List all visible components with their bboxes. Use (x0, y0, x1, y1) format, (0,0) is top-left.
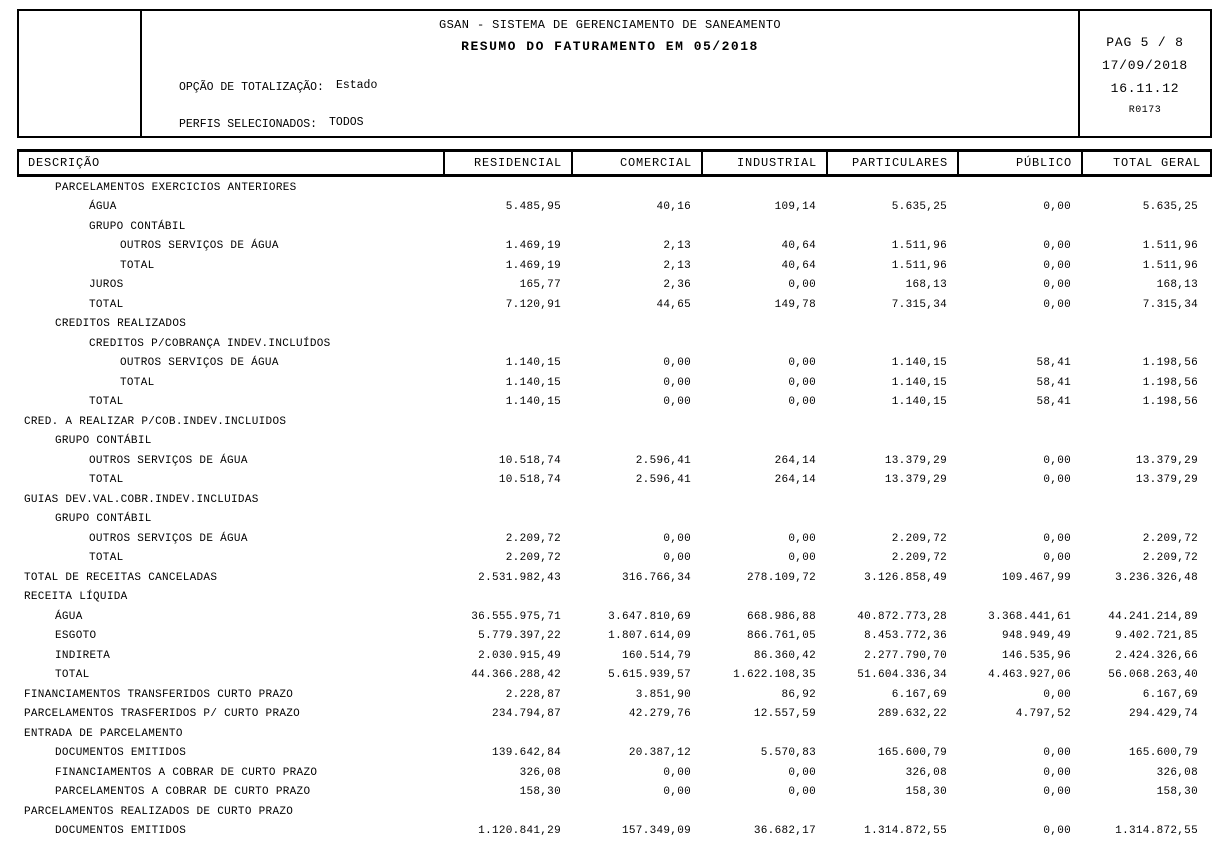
table-row (17, 315, 1212, 335)
row-label: TOTAL (120, 259, 155, 272)
table-row (17, 295, 1212, 315)
cell-value: 2.030.915,49 (478, 649, 561, 662)
row-label: RECEITA LÍQUIDA (24, 591, 128, 604)
row-label: DOCUMENTOS EMITIDOS (55, 747, 187, 760)
column-header-industrial: INDUSTRIAL (703, 152, 828, 174)
cell-value: 0,00 (663, 376, 691, 389)
cell-value: 0,00 (1043, 454, 1071, 467)
cell-value: 0,00 (788, 552, 816, 565)
cell-value: 0,00 (663, 786, 691, 799)
cell-value: 1.511,96 (1142, 240, 1198, 253)
cell-value: 158,30 (905, 786, 947, 799)
cell-value: 234.794,87 (491, 708, 561, 721)
table-row (17, 802, 1212, 822)
cell-value: 158,30 (519, 786, 561, 799)
cell-value: 2,36 (663, 279, 691, 292)
cell-value: 5.485,95 (505, 201, 561, 214)
column-header-descricao: DESCRIÇÃO (19, 152, 445, 174)
row-label: CREDITOS REALIZADOS (55, 318, 187, 331)
cell-value: 13.379,29 (1135, 474, 1198, 487)
cell-value: 168,13 (905, 279, 947, 292)
cell-value: 1.198,56 (1142, 396, 1198, 409)
cell-value: 0,00 (1043, 240, 1071, 253)
cell-value: 2.424.326,66 (1115, 649, 1198, 662)
cell-value: 44.366.288,42 (471, 669, 561, 682)
cell-value: 1.140,15 (891, 357, 947, 370)
cell-value: 326,08 (1156, 766, 1198, 779)
table-row (17, 744, 1212, 764)
table-row (17, 627, 1212, 647)
table-row (17, 510, 1212, 530)
table-row (17, 451, 1212, 471)
cell-value: 1.807.614,09 (608, 630, 691, 643)
cell-value: 58,41 (1036, 357, 1071, 370)
cell-value: 1.314.872,55 (864, 825, 947, 838)
row-label: TOTAL (120, 376, 155, 389)
cell-value: 0,00 (788, 376, 816, 389)
cell-value: 1.511,96 (891, 240, 947, 253)
row-label: JUROS (89, 279, 124, 292)
cell-value: 10.518,74 (498, 454, 561, 467)
cell-value: 2,13 (663, 240, 691, 253)
cell-value: 40,64 (781, 259, 816, 272)
cell-value: 2.209,72 (505, 552, 561, 565)
profiles-line (179, 118, 364, 131)
totalization-label: OPÇÃO DE TOTALIZAÇÃO: (179, 81, 324, 94)
table-header-row (17, 149, 1212, 177)
row-label: GRUPO CONTÁBIL (55, 435, 152, 448)
cell-value: 0,00 (1043, 259, 1071, 272)
cell-value: 7.315,34 (1142, 298, 1198, 311)
cell-value: 2.209,72 (1142, 532, 1198, 545)
cell-value: 3.368.441,61 (988, 610, 1071, 623)
row-label: TOTAL (89, 396, 124, 409)
cell-value: 3.851,90 (635, 688, 691, 701)
table-row (17, 607, 1212, 627)
cell-value: 58,41 (1036, 396, 1071, 409)
cell-value: 51.604.336,34 (857, 669, 947, 682)
cell-value: 1.120.841,29 (478, 825, 561, 838)
row-label: FINANCIAMENTOS A COBRAR DE CURTO PRAZO (55, 766, 318, 779)
cell-value: 0,00 (1043, 747, 1071, 760)
table-row (17, 276, 1212, 296)
cell-value: 0,00 (663, 357, 691, 370)
cell-value: 13.379,29 (1135, 454, 1198, 467)
table-row (17, 490, 1212, 510)
row-label: TOTAL DE RECEITAS CANCELADAS (24, 571, 218, 584)
row-label: GUIAS DEV.VAL.COBR.INDEV.INCLUIDAS (24, 493, 259, 506)
cell-value: 1.198,56 (1142, 376, 1198, 389)
cell-value: 0,00 (663, 766, 691, 779)
table-row (17, 529, 1212, 549)
cell-value: 1.314.872,55 (1115, 825, 1198, 838)
table-row (17, 334, 1212, 354)
cell-value: 44.241.214,89 (1108, 610, 1198, 623)
table-row (17, 373, 1212, 393)
cell-value: 326,08 (905, 766, 947, 779)
table-row (17, 178, 1212, 198)
column-header-comercial: COMERCIAL (573, 152, 703, 174)
table-row (17, 685, 1212, 705)
cell-value: 2.209,72 (505, 532, 561, 545)
cell-value: 7.315,34 (891, 298, 947, 311)
table-row (17, 705, 1212, 725)
cell-value: 3.126.858,49 (864, 571, 947, 584)
profiles-value: TODOS (329, 116, 364, 129)
cell-value: 0,00 (1043, 474, 1071, 487)
cell-value: 1.469,19 (505, 240, 561, 253)
cell-value: 0,00 (663, 396, 691, 409)
table-row (17, 393, 1212, 413)
table-row (17, 256, 1212, 276)
table-row (17, 471, 1212, 491)
report-header (17, 9, 1212, 138)
cell-value: 7.120,91 (505, 298, 561, 311)
table-row (17, 822, 1212, 842)
cell-value: 2.277.790,70 (864, 649, 947, 662)
cell-value: 1.511,96 (891, 259, 947, 272)
row-label: PARCELAMENTOS TRASFERIDOS P/ CURTO PRAZO (24, 708, 301, 721)
cell-value: 2.209,72 (891, 532, 947, 545)
cell-value: 0,00 (788, 396, 816, 409)
cell-value: 86.360,42 (753, 649, 816, 662)
cell-value: 0,00 (1043, 766, 1071, 779)
cell-value: 4.463.927,06 (988, 669, 1071, 682)
row-label: GRUPO CONTÁBIL (89, 220, 186, 233)
cell-value: 668.986,88 (746, 610, 816, 623)
page-info-box (1078, 11, 1210, 136)
cell-value: 1.140,15 (891, 396, 947, 409)
row-label: OUTROS SERVIÇOS DE ÁGUA (120, 357, 279, 370)
cell-value: 40,64 (781, 240, 816, 253)
table-row (17, 724, 1212, 744)
row-label: CREDITOS P/COBRANÇA INDEV.INCLUÍDOS (89, 337, 331, 350)
table-body (17, 178, 1212, 841)
page-number: PAG 5 / 8 (1106, 35, 1184, 50)
cell-value: 6.167,69 (891, 688, 947, 701)
cell-value: 1.511,96 (1142, 259, 1198, 272)
cell-value: 2.209,72 (891, 552, 947, 565)
cell-value: 1.469,19 (505, 259, 561, 272)
cell-value: 3.647.810,69 (608, 610, 691, 623)
cell-value: 0,00 (788, 786, 816, 799)
row-label: PARCELAMENTOS A COBRAR DE CURTO PRAZO (55, 786, 311, 799)
table-row (17, 549, 1212, 569)
table-row (17, 588, 1212, 608)
row-label: ENTRADA DE PARCELAMENTO (24, 727, 183, 740)
cell-value: 4.797,52 (1015, 708, 1071, 721)
cell-value: 139.642,84 (491, 747, 561, 760)
cell-value: 0,00 (1043, 688, 1071, 701)
cell-value: 5.615.939,57 (608, 669, 691, 682)
row-label: INDIRETA (55, 649, 111, 662)
cell-value: 44,65 (656, 298, 691, 311)
table-row (17, 783, 1212, 803)
cell-value: 58,41 (1036, 376, 1071, 389)
cell-value: 2.228,87 (505, 688, 561, 701)
table-row (17, 432, 1212, 452)
row-label: ÁGUA (55, 610, 83, 623)
cell-value: 2,13 (663, 259, 691, 272)
cell-value: 1.622.108,35 (733, 669, 816, 682)
cell-value: 3.236.326,48 (1115, 571, 1198, 584)
cell-value: 264,14 (774, 454, 816, 467)
cell-value: 294.429,74 (1128, 708, 1198, 721)
row-label: DOCUMENTOS EMITIDOS (55, 825, 187, 838)
table-row (17, 666, 1212, 686)
cell-value: 8.453.772,36 (864, 630, 947, 643)
cell-value: 165.600,79 (1128, 747, 1198, 760)
row-label: PARCELAMENTOS EXERCICIOS ANTERIORES (55, 181, 297, 194)
cell-value: 5.635,25 (891, 201, 947, 214)
row-label: ÁGUA (89, 201, 117, 214)
cell-value: 866.761,05 (746, 630, 816, 643)
cell-value: 158,30 (1156, 786, 1198, 799)
cell-value: 168,13 (1156, 279, 1198, 292)
row-label: ESGOTO (55, 630, 97, 643)
column-header-p-blico: PÚBLICO (959, 152, 1083, 174)
cell-value: 0,00 (663, 532, 691, 545)
cell-value: 42.279,76 (628, 708, 691, 721)
row-label: PARCELAMENTOS REALIZADOS DE CURTO PRAZO (24, 805, 294, 818)
cell-value: 0,00 (1043, 825, 1071, 838)
cell-value: 0,00 (788, 357, 816, 370)
row-label: OUTROS SERVIÇOS DE ÁGUA (120, 240, 279, 253)
cell-value: 2.209,72 (1142, 552, 1198, 565)
cell-value: 13.379,29 (884, 474, 947, 487)
cell-value: 5.570,83 (760, 747, 816, 760)
row-label: FINANCIAMENTOS TRANSFERIDOS CURTO PRAZO (24, 688, 294, 701)
cell-value: 13.379,29 (884, 454, 947, 467)
report-time: 16.11.12 (1110, 81, 1180, 96)
cell-value: 1.140,15 (891, 376, 947, 389)
cell-value: 12.557,59 (753, 708, 816, 721)
cell-value: 0,00 (1043, 298, 1071, 311)
cell-value: 149,78 (774, 298, 816, 311)
column-header-residencial: RESIDENCIAL (445, 152, 573, 174)
table-row (17, 237, 1212, 257)
table-row (17, 412, 1212, 432)
header-center (142, 11, 1078, 136)
cell-value: 1.198,56 (1142, 357, 1198, 370)
table-row (17, 198, 1212, 218)
row-label: OUTROS SERVIÇOS DE ÁGUA (89, 454, 248, 467)
cell-value: 264,14 (774, 474, 816, 487)
cell-value: 20.387,12 (628, 747, 691, 760)
system-title: GSAN - SISTEMA DE GERENCIAMENTO DE SANEAMENTO (438, 18, 782, 32)
row-label: TOTAL (89, 552, 124, 565)
cell-value: 2.596,41 (635, 454, 691, 467)
cell-value: 86,92 (781, 688, 816, 701)
cell-value: 948.949,49 (1001, 630, 1071, 643)
cell-value: 36.555.975,71 (471, 610, 561, 623)
cell-value: 160.514,79 (621, 649, 691, 662)
cell-value: 289.632,22 (877, 708, 947, 721)
totalization-value: Estado (335, 79, 378, 92)
logo-placeholder (19, 11, 142, 136)
table-row (17, 646, 1212, 666)
report-date: 17/09/2018 (1101, 58, 1188, 73)
cell-value: 2.531.982,43 (478, 571, 561, 584)
report-code: R0173 (1128, 105, 1162, 116)
cell-value: 5.635,25 (1142, 201, 1198, 214)
report-title: RESUMO DO FATURAMENTO EM 05/2018 (461, 39, 759, 54)
cell-value: 109,14 (774, 201, 816, 214)
cell-value: 5.779.397,22 (478, 630, 561, 643)
cell-value: 0,00 (1043, 786, 1071, 799)
cell-value: 165,77 (519, 279, 561, 292)
cell-value: 316.766,34 (621, 571, 691, 584)
row-label: OUTROS SERVIÇOS DE ÁGUA (89, 532, 248, 545)
cell-value: 0,00 (1043, 532, 1071, 545)
row-label: GRUPO CONTÁBIL (55, 513, 152, 526)
cell-value: 1.140,15 (505, 357, 561, 370)
cell-value: 0,00 (1043, 552, 1071, 565)
cell-value: 278.109,72 (746, 571, 816, 584)
cell-value: 9.402.721,85 (1115, 630, 1198, 643)
cell-value: 0,00 (788, 279, 816, 292)
row-label: CRED. A REALIZAR P/COB.INDEV.INCLUIDOS (24, 415, 287, 428)
cell-value: 6.167,69 (1142, 688, 1198, 701)
cell-value: 0,00 (788, 766, 816, 779)
cell-value: 40.872.773,28 (857, 610, 947, 623)
profiles-label: PERFIS SELECIONADOS: (179, 118, 318, 131)
row-label: TOTAL (55, 669, 90, 682)
cell-value: 36.682,17 (753, 825, 816, 838)
cell-value: 0,00 (1043, 279, 1071, 292)
table-row (17, 568, 1212, 588)
cell-value: 56.068.263,40 (1108, 669, 1198, 682)
cell-value: 0,00 (1043, 201, 1071, 214)
cell-value: 109.467,99 (1001, 571, 1071, 584)
cell-value: 165.600,79 (877, 747, 947, 760)
totalization-line (179, 81, 377, 94)
table-row (17, 763, 1212, 783)
row-label: TOTAL (89, 298, 124, 311)
cell-value: 157.349,09 (621, 825, 691, 838)
cell-value: 0,00 (663, 552, 691, 565)
row-label: TOTAL (89, 474, 124, 487)
cell-value: 2.596,41 (635, 474, 691, 487)
cell-value: 1.140,15 (505, 376, 561, 389)
table-row (17, 354, 1212, 374)
cell-value: 40,16 (656, 201, 691, 214)
cell-value: 1.140,15 (505, 396, 561, 409)
column-header-particulares: PARTICULARES (828, 152, 959, 174)
column-header-total-geral: TOTAL GERAL (1112, 156, 1201, 170)
cell-value: 146.535,96 (1001, 649, 1071, 662)
cell-value: 10.518,74 (498, 474, 561, 487)
cell-value: 326,08 (519, 766, 561, 779)
table-row (17, 217, 1212, 237)
cell-value: 0,00 (788, 532, 816, 545)
